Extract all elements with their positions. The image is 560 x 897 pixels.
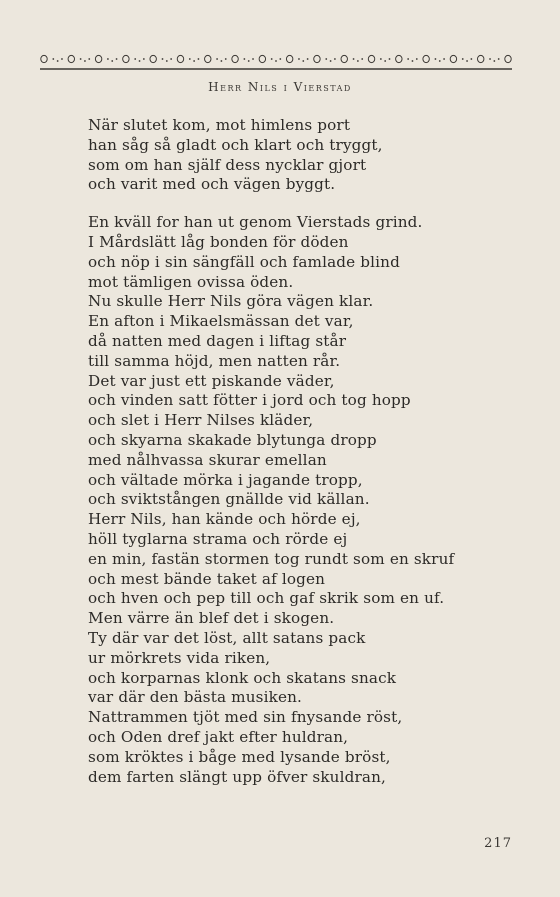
poem-line: En afton i Mikaelsmässan det var,	[88, 312, 354, 331]
poem-line: Herr Nils, han kände och hörde ej,	[88, 510, 361, 529]
poem-line: Det var just ett piskande väder,	[88, 371, 335, 390]
poem-line: och skyarna skakade blytunga dropp	[88, 430, 377, 449]
stanza-1	[88, 116, 528, 195]
poem-line: En kväll for han ut genom Vierstads grind.	[88, 213, 423, 232]
poem-line: och vinden satt fötter i jord och tog hopp	[88, 391, 411, 410]
poem-line: och slet i Herr Nilses kläder,	[88, 411, 314, 430]
poem-line: var där den bästa musiken.	[88, 688, 302, 707]
poem-line: Nattrammen tjöt med sin fnysande röst,	[88, 708, 403, 727]
poem-line: och mest bände taket af logen	[88, 569, 326, 588]
poem-line: och varit med och vägen byggt.	[88, 175, 336, 194]
poem-line: dem farten slängt upp öfver skuldran,	[88, 767, 387, 786]
poem-line: då natten med dagen i liftag står	[88, 331, 347, 350]
poem-line: och hven och pep till och gaf skrik som en uf.	[88, 589, 445, 608]
poem-line: en min, fastän stormen tog rundt som en skruf	[88, 549, 455, 568]
poem-line: som kröktes i båge med lysande bröst,	[88, 747, 391, 766]
poem-line: han såg så gladt och klart och tryggt,	[88, 135, 383, 154]
page-number: 217	[484, 836, 512, 851]
poem-line: och nöp i sin sängfäll och famlade blind	[88, 252, 400, 271]
ornamental-border-icon	[38, 50, 514, 72]
poem-line: I Mårdslätt låg bonden för döden	[88, 232, 349, 251]
poem-line: höll tyglarna strama och rörde ej	[88, 529, 348, 548]
poem-line: som om han själf dess nycklar gjort	[88, 155, 367, 174]
poem	[88, 116, 528, 787]
stanza-2	[88, 213, 528, 787]
poem-line: med nålhvassa skurar emellan	[88, 450, 327, 469]
poem-line: och vältade mörka i jagande tropp,	[88, 470, 363, 489]
poem-line: Men värre än blef det i skogen.	[88, 609, 335, 628]
running-head: Herr Nils i Vierstad	[208, 80, 352, 94]
ornamental-border	[38, 50, 514, 72]
poem-line: och sviktstången gnällde vid källan.	[88, 490, 370, 509]
poem-line: och Oden dref jakt efter huldran,	[88, 727, 349, 746]
poem-line: Ty där var det löst, allt satans pack	[88, 628, 366, 647]
poem-line: till samma höjd, men natten rår.	[88, 351, 341, 370]
poem-line: När slutet kom, mot himlens port	[88, 116, 351, 134]
poem-line: ur mörkrets vida riken,	[88, 648, 271, 667]
poem-line: mot tämligen ovissa öden.	[88, 272, 294, 291]
poem-line: Nu skulle Herr Nils göra vägen klar.	[88, 292, 374, 311]
poem-line: och korparnas klonk och skatans snack	[88, 668, 397, 687]
